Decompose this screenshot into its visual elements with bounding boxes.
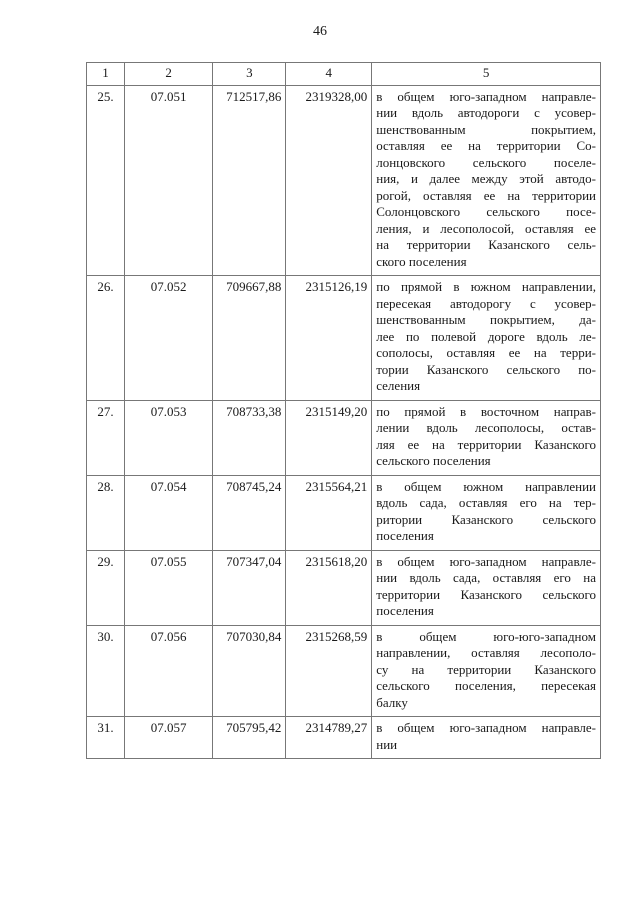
row-number: 31. (87, 717, 125, 759)
header-col-3: 3 (213, 63, 286, 86)
coordinate-x: 705795,42 (213, 717, 286, 759)
boundary-description (372, 400, 601, 475)
description-line: селения (376, 378, 421, 393)
description-line: лонцовского сельского поселе- (376, 154, 596, 170)
coordinate-y: 2315268,59 (286, 625, 372, 717)
description-line: по прямой в восточном направ- (376, 403, 596, 419)
table-row (87, 625, 601, 717)
table-row (87, 400, 601, 475)
coordinate-y: 2315618,20 (286, 550, 372, 625)
boundary-description (372, 550, 601, 625)
boundary-description (372, 717, 601, 759)
description-line: в общем юго-западном направле- (376, 88, 596, 104)
row-number: 29. (87, 550, 125, 625)
coordinate-y: 2314789,27 (286, 717, 372, 759)
description-line: рогой, оставляя ее на территории (376, 187, 596, 203)
coordinate-x: 707347,04 (213, 550, 286, 625)
header-col-4: 4 (286, 63, 372, 86)
description-line: нии вдоль автодороги с усовер- (376, 105, 596, 120)
header-row (87, 63, 601, 86)
page-number: 46 (313, 24, 327, 39)
description-line: поселения (376, 528, 434, 543)
description-line: лее по полевой дороге вдоль ле- (376, 328, 596, 344)
description-line: ления, и лесополосой, оставляя ее (376, 220, 596, 236)
point-code: 07.054 (124, 475, 213, 550)
description-line: территории Казанского сельского (376, 586, 596, 602)
description-line: в общем юго-юго-западном (376, 628, 596, 644)
row-number: 26. (87, 276, 125, 401)
description-line: Солонцовского сельского посе- (376, 204, 596, 219)
point-code: 07.052 (124, 276, 213, 401)
description-line: ритории Казанского сельского (376, 511, 596, 527)
description-line: лении вдоль лесополосы, остав- (376, 420, 596, 435)
header-col-2: 2 (124, 63, 213, 86)
boundary-description (372, 625, 601, 717)
description-line: ния, и далее между этой автодо- (376, 171, 596, 186)
description-line: поселения (376, 603, 434, 618)
point-code: 07.057 (124, 717, 213, 759)
row-number: 25. (87, 85, 125, 276)
boundary-description (372, 85, 601, 276)
table-row (87, 276, 601, 401)
description-line: нии (376, 736, 398, 752)
coordinate-y: 2315149,20 (286, 400, 372, 475)
header-col-5: 5 (372, 63, 601, 86)
description-line: шенствованным покрытием, (376, 121, 596, 137)
coordinate-y: 2315126,19 (286, 276, 372, 401)
description-line: в общем южном направлении (376, 478, 596, 494)
description-line: сельского поселения (376, 453, 491, 468)
description-line: сельского поселения, пересекая (376, 678, 596, 693)
row-number: 28. (87, 475, 125, 550)
coordinate-x: 708733,38 (213, 400, 286, 475)
coordinate-x: 707030,84 (213, 625, 286, 717)
header-col-1: 1 (87, 63, 125, 86)
coordinate-x: 708745,24 (213, 475, 286, 550)
table-row (87, 475, 601, 550)
description-line: на территории Казанского сель- (376, 237, 596, 252)
point-code: 07.055 (124, 550, 213, 625)
description-line: шенствованным покрытием, да- (376, 312, 596, 327)
boundary-points-table (86, 62, 601, 759)
description-line: по прямой в южном направлении, (376, 279, 596, 294)
row-number: 30. (87, 625, 125, 717)
description-line: нии вдоль сада, оставляя его на (376, 570, 596, 585)
coordinate-y: 2319328,00 (286, 85, 372, 276)
description-line: в общем юго-западном направле- (376, 553, 596, 569)
point-code: 07.056 (124, 625, 213, 717)
coordinate-x: 712517,86 (213, 85, 286, 276)
description-line: ляя ее на территории Казанского (376, 436, 596, 452)
description-line: сополосы, оставляя ее на терри- (376, 345, 596, 360)
description-line: пересекая автодорогу с усовер- (376, 295, 596, 311)
table-header (87, 63, 601, 86)
description-line: направлении, оставляя лесополо- (376, 645, 596, 660)
boundary-description (372, 276, 601, 401)
point-code: 07.053 (124, 400, 213, 475)
coordinate-x: 709667,88 (213, 276, 286, 401)
table-row (87, 85, 601, 276)
description-line: ского поселения (376, 253, 467, 269)
description-line: вдоль сада, оставляя его на тер- (376, 495, 596, 510)
point-code: 07.051 (124, 85, 213, 276)
table-row (87, 717, 601, 759)
description-line: оставляя ее на территории Со- (376, 138, 596, 153)
description-line: в общем юго-западном направле- (376, 720, 596, 735)
description-line: су на территории Казанского (376, 661, 596, 677)
table-row (87, 550, 601, 625)
coordinate-y: 2315564,21 (286, 475, 372, 550)
boundary-description (372, 475, 601, 550)
row-number: 27. (87, 400, 125, 475)
description-line: балку (376, 694, 408, 710)
table-body (87, 85, 601, 759)
description-line: тории Казанского сельского по- (376, 361, 596, 377)
